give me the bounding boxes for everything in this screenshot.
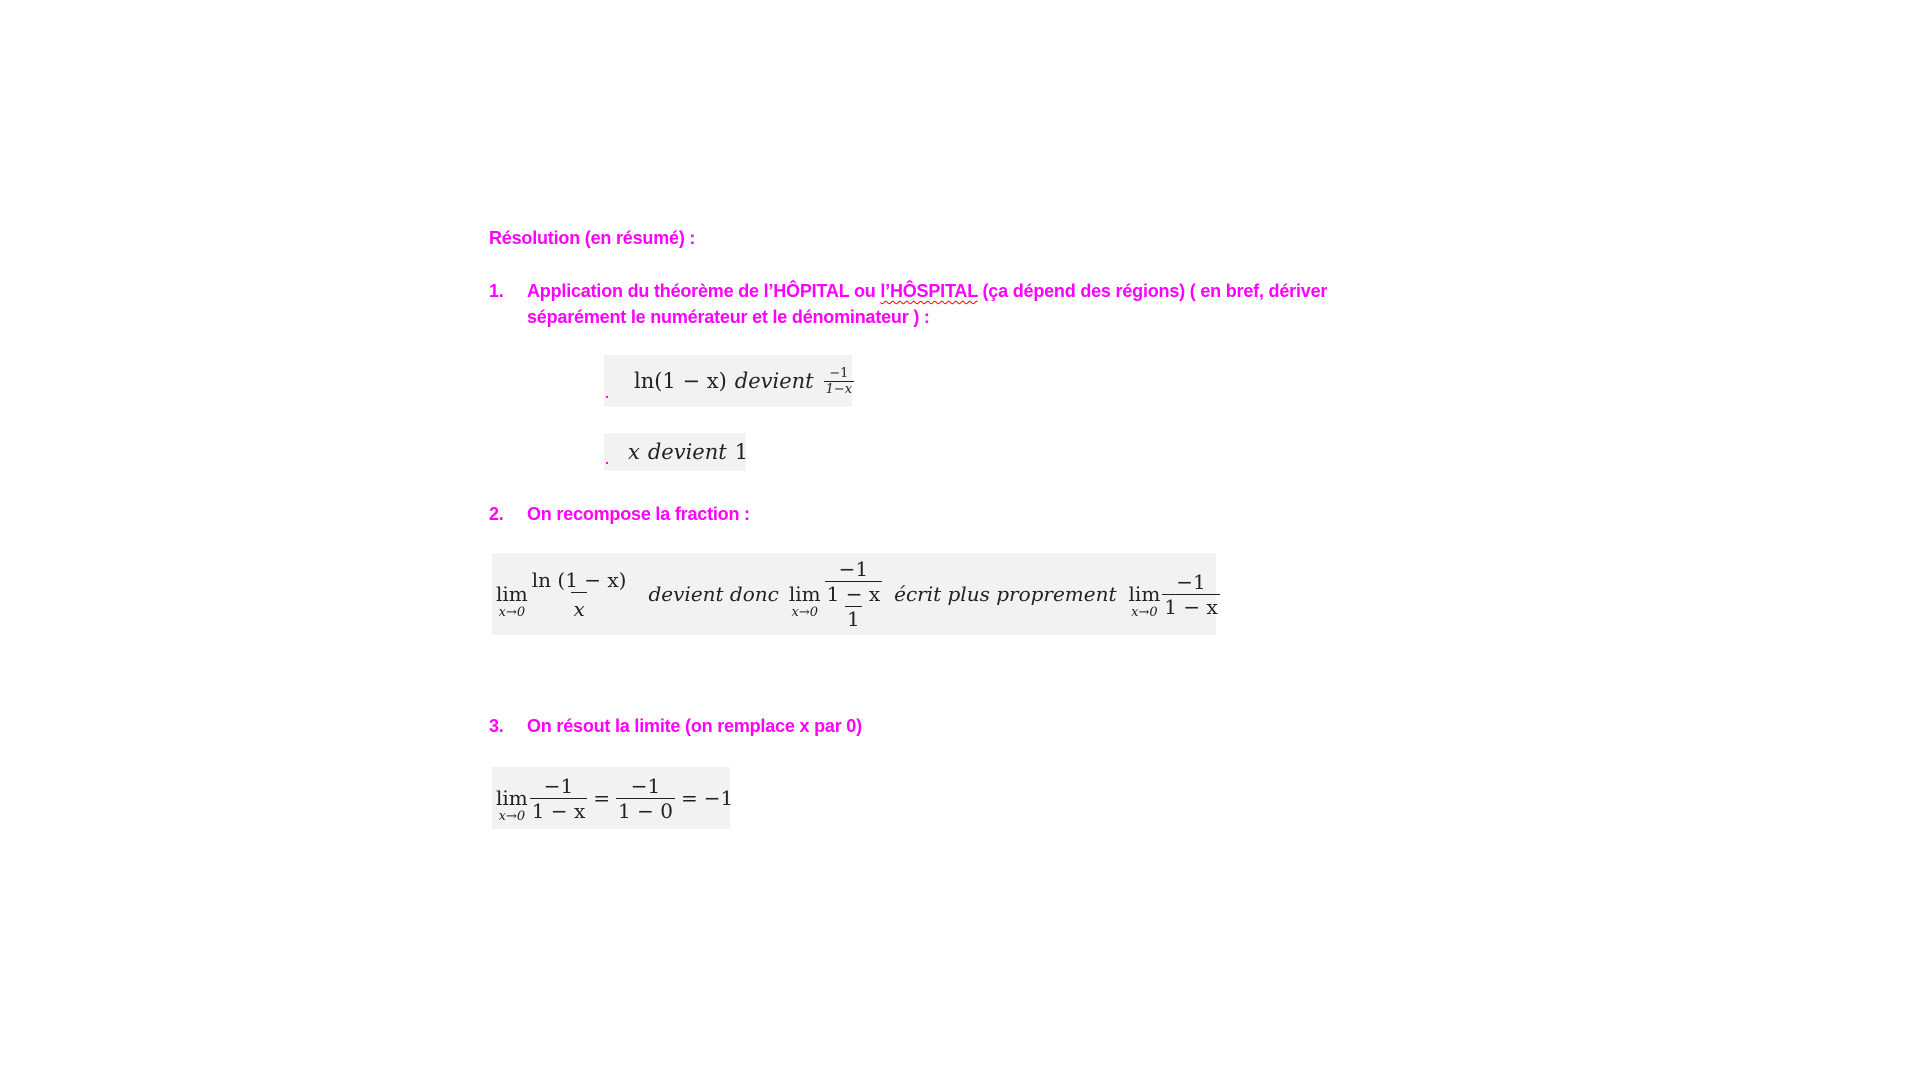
bullet: . (605, 451, 609, 467)
solve-equation-box (492, 767, 734, 829)
compound-fraction (823, 557, 884, 631)
fraction-numerator: −1 (829, 365, 849, 381)
denominator-expression: x (628, 440, 640, 464)
limit-fraction (530, 774, 587, 823)
step-1-text-part-2: (ça dépend des régions) ( en bref, dériver séparément le numérateur et le dénominateur ) : (527, 281, 1328, 327)
fraction-denominator: 1−x (825, 381, 853, 397)
limit-operator (496, 582, 528, 620)
equals-sign: = (680, 786, 698, 810)
substituted-fraction (616, 774, 675, 823)
step-3-number: 3. (489, 716, 504, 736)
original-fraction (530, 568, 629, 621)
limit-operator (789, 582, 821, 620)
denominator-result: 1 (734, 440, 749, 464)
compound-denominator: 1 (847, 607, 860, 631)
limit-operator (496, 786, 528, 824)
bullet: . (605, 385, 609, 401)
spellcheck-underlined-word: l’HÔSPITAL (880, 281, 978, 301)
limit-result: −1 (703, 786, 734, 810)
lim-text: lim (788, 582, 821, 606)
step-1-number: 1. (489, 281, 504, 301)
equals-sign: = (593, 786, 611, 810)
lim-subscript: x→0 (498, 605, 526, 620)
fraction-denominator: 1 − 0 (618, 798, 673, 823)
fraction-numerator: ln (1 − x) (531, 567, 627, 592)
fraction-denominator: x (571, 592, 586, 621)
derivative-numerator-box (604, 355, 852, 407)
derivative-fraction (824, 366, 855, 397)
resolution-heading: Résolution (en résumé) : (489, 228, 696, 248)
step-1-text-part-1: Application du théorème de l’HÔPITAL ou (527, 281, 881, 301)
fraction-denominator: 1 − x (1164, 594, 1218, 619)
recompose-equation-box (492, 553, 1216, 635)
step-1-text (527, 278, 1387, 330)
step-3-text: On résout la limite (on remplace x par 0) (527, 716, 862, 736)
simplified-fraction (1162, 570, 1219, 619)
step-2-number: 2. (489, 504, 504, 524)
derivative-denominator-box (604, 433, 749, 471)
lim-subscript: x→0 (791, 605, 818, 620)
limit-operator (1129, 582, 1161, 620)
inner-fraction (825, 557, 882, 606)
compound-numerator (823, 557, 884, 606)
inner-denominator: 1 − x (826, 582, 881, 606)
ecrit-plus-proprement-text: écrit plus proprement (894, 582, 1117, 606)
fraction-numerator: −1 (630, 773, 661, 798)
lim-subscript: x→0 (1131, 605, 1158, 620)
devient-donc-text: devient donc (648, 582, 779, 606)
lim-text: lim (496, 786, 528, 810)
numerator-expression: ln(1 − x) (634, 369, 727, 393)
inner-numerator: −1 (838, 557, 869, 581)
lim-subscript: x→0 (498, 809, 526, 824)
lim-text: lim (1128, 582, 1161, 606)
lim-text: lim (496, 582, 528, 606)
step-2-text: On recompose la fraction : (527, 504, 750, 524)
devient-word: devient (734, 369, 814, 393)
fraction-denominator: 1 − x (531, 798, 586, 823)
devient-word: devient (647, 440, 727, 464)
fraction-numerator: −1 (1176, 569, 1206, 594)
fraction-numerator: −1 (543, 773, 574, 798)
